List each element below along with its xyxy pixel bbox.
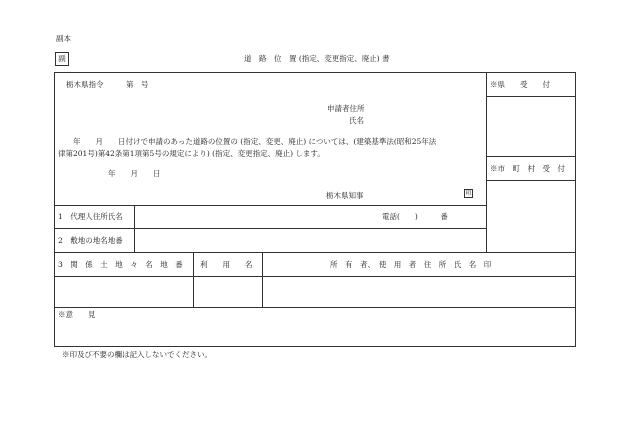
related-col-divider-2 (262, 252, 263, 307)
governor-label: 栃木県知事 (326, 191, 364, 200)
prefecture-receipt-label: ※県 受 付 (490, 80, 550, 89)
municipality-receipt-label: ※市 町 村 受 付 (490, 164, 565, 173)
owner-label: 所 有 者、 使 用 者 住 所 氏 名 印 (330, 260, 492, 269)
row-line-agent (54, 205, 486, 206)
copy-label: 副本 (56, 34, 71, 43)
governor-seal: 印 (465, 190, 472, 197)
form-frame (54, 72, 576, 347)
right-column-divider (486, 72, 487, 252)
related-land-label: 3 関 係 土 地 々 名 地 番 (58, 260, 183, 269)
land-label: 2 敷地の地名地番 (58, 236, 123, 245)
row-line-related (54, 252, 576, 253)
right-divider-2 (486, 156, 576, 157)
phone-label: 電話( ) 番 (382, 212, 448, 221)
label-col-divider (134, 205, 135, 252)
body-text-line1: 年 月 日付けで申請のあった道路の位置の (指定、変更、廃止) については、(建築基準法(昭和25年法 (58, 137, 437, 146)
applicant-name-label: 氏名 (349, 116, 364, 125)
row-line-land (54, 228, 486, 229)
copy-stamp: 副 (55, 52, 69, 66)
form-title: 道 路 位 置 (指定、変更指定、廃止) 書 (244, 54, 390, 63)
date-line: 年 月 日 (108, 169, 161, 178)
office-number: 栃木県指令 第 号 (66, 80, 149, 89)
body-text-line2: 律第201号)第42条第1項第5号の規定により) (指定、変更指定、廃止) します。 (58, 149, 325, 158)
footnote: ※印及び不要の欄は記入しないでください。 (62, 350, 212, 359)
row-line-opinion (54, 307, 576, 308)
agent-label: 1 代理人住所氏名 (58, 212, 123, 221)
opinion-label: ※意 見 (58, 310, 96, 319)
related-col-divider-1 (193, 252, 194, 307)
right-divider-3 (486, 180, 576, 181)
applicant-address-label: 申請者住所 (327, 104, 365, 113)
row-line-related-body (54, 276, 576, 277)
usage-label: 利 用 名 (200, 260, 253, 269)
right-divider-1 (486, 96, 576, 97)
